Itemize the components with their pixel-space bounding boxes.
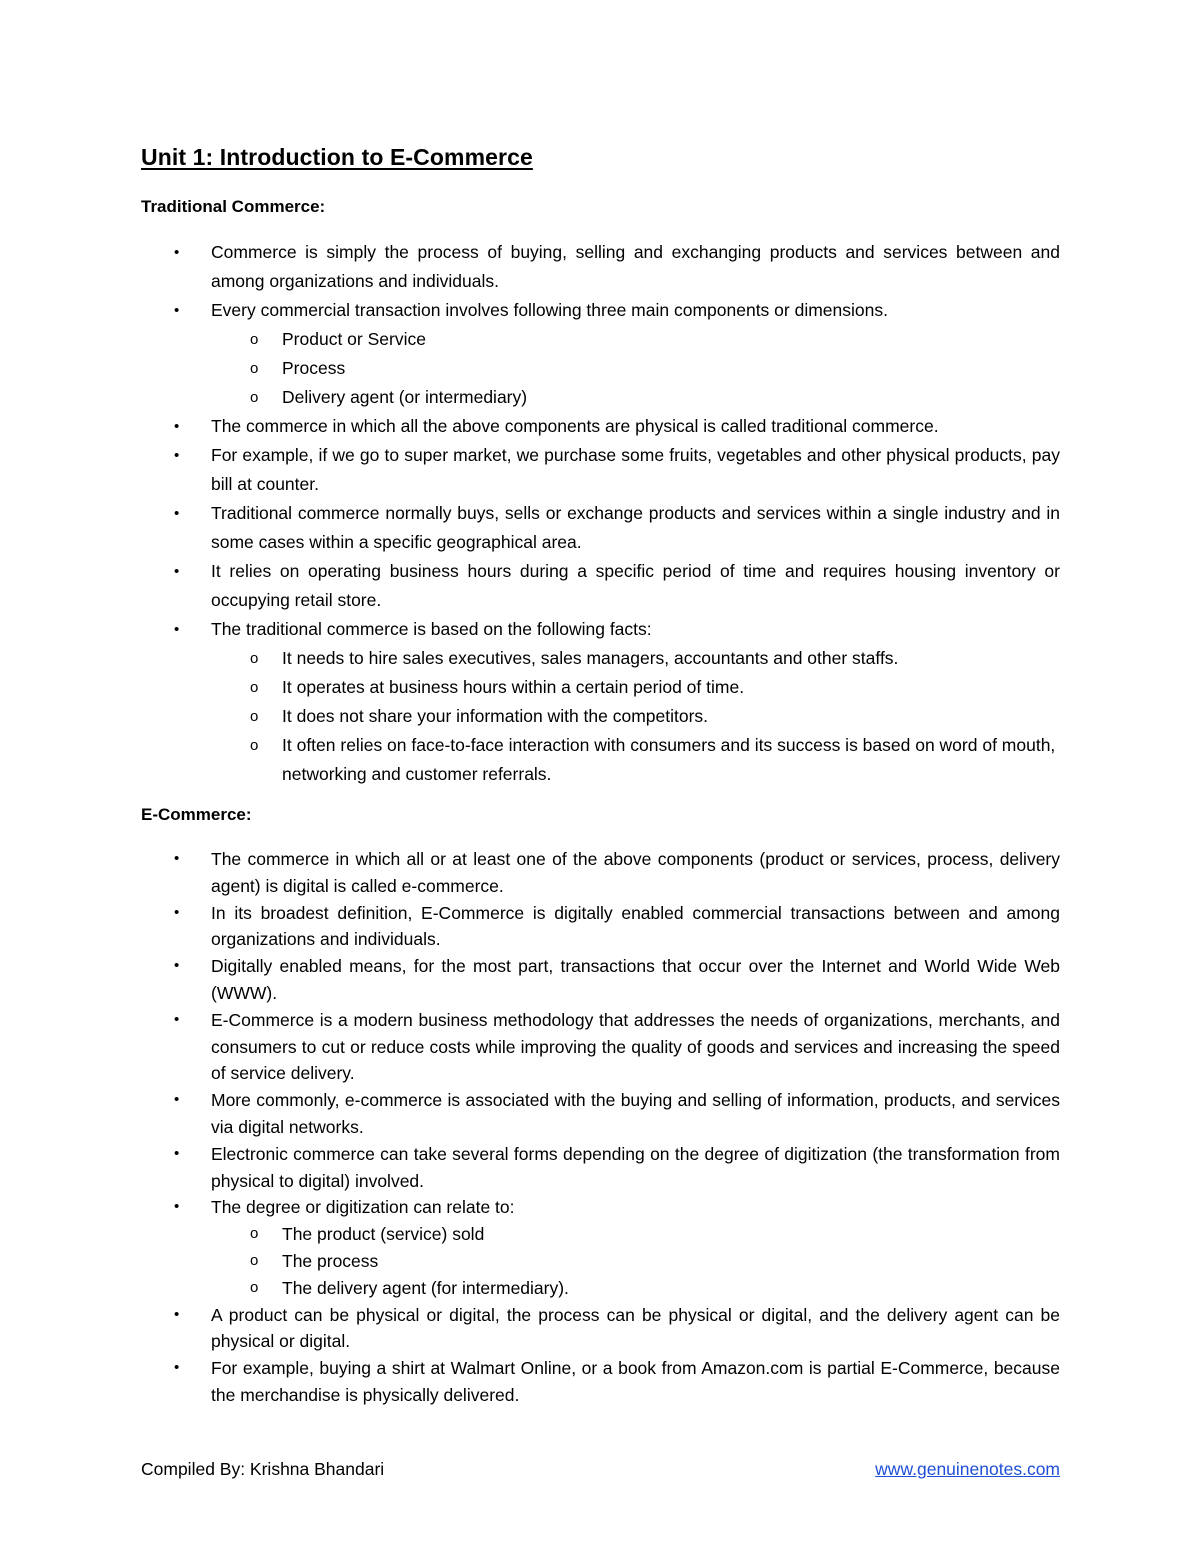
list-item bbox=[141, 1302, 1060, 1356]
sublist-item bbox=[211, 673, 1060, 702]
sublist-item-text: Process bbox=[282, 358, 346, 378]
ecommerce-list bbox=[141, 846, 1060, 1409]
bullet-icon: • bbox=[174, 302, 180, 319]
circle-bullet-icon: o bbox=[250, 331, 259, 348]
circle-bullet-icon: o bbox=[250, 708, 259, 725]
list-item-text: A product can be physical or digital, the process can be physical or digital, and the delivery agent can be physical or digital. bbox=[211, 1304, 1060, 1352]
list-item bbox=[141, 953, 1060, 1007]
circle-bullet-icon: o bbox=[250, 1278, 259, 1296]
list-item-text: The traditional commerce is based on the following facts: bbox=[211, 619, 652, 639]
list-item bbox=[141, 1087, 1060, 1141]
bullet-icon: • bbox=[174, 563, 180, 580]
list-item-text: The commerce in which all the above components are physical is called traditional commerce. bbox=[211, 416, 939, 436]
list-item-text: For example, buying a shirt at Walmart Online, or a book from Amazon.com is partial E-Commerce, because the merchandise is physically delivered. bbox=[211, 1358, 1060, 1405]
sublist-item-text: The product (service) sold bbox=[282, 1224, 485, 1245]
facts-sublist bbox=[211, 644, 1060, 789]
list-item bbox=[141, 557, 1060, 615]
list-item-text: The degree or digitization can relate to: bbox=[211, 1197, 515, 1218]
section-heading-traditional: Traditional Commerce: bbox=[141, 197, 326, 216]
list-item-text: Electronic commerce can take several forms depending on the degree of digitization (the transformation from physical to digital) involved. bbox=[211, 1143, 1060, 1191]
bullet-icon: • bbox=[174, 1144, 180, 1162]
circle-bullet-icon: o bbox=[250, 650, 259, 667]
list-item-text: Every commercial transaction involves following three main components or dimensions. bbox=[211, 300, 888, 320]
bullet-icon: • bbox=[174, 621, 180, 638]
list-item bbox=[141, 412, 1060, 441]
sublist-item bbox=[211, 325, 1060, 354]
sublist-item-text: It operates at business hours within a certain period of time. bbox=[282, 677, 745, 697]
bullet-icon: • bbox=[174, 1010, 180, 1028]
bullet-icon: • bbox=[174, 447, 180, 464]
list-item bbox=[141, 1141, 1060, 1195]
page-footer bbox=[141, 1459, 1060, 1480]
circle-bullet-icon: o bbox=[250, 1251, 259, 1269]
bullet-icon: • bbox=[174, 244, 180, 261]
list-item bbox=[141, 900, 1060, 954]
circle-bullet-icon: o bbox=[250, 679, 259, 696]
bullet-icon: • bbox=[174, 418, 180, 435]
sublist-item bbox=[211, 1248, 1060, 1275]
circle-bullet-icon: o bbox=[250, 360, 259, 377]
sublist-item-text: Product or Service bbox=[282, 329, 426, 349]
sublist-item-text: The process bbox=[282, 1250, 379, 1271]
list-item bbox=[141, 296, 1060, 412]
sublist-item-text: The delivery agent (for intermediary). bbox=[282, 1277, 569, 1298]
list-item-text: The commerce in which all or at least one of the above components (product or services, process, delivery agent) is digital is called e-commerce. bbox=[211, 849, 1060, 896]
list-item bbox=[141, 441, 1060, 499]
list-item bbox=[141, 846, 1060, 900]
circle-bullet-icon: o bbox=[250, 389, 259, 406]
sublist-item-text: It needs to hire sales executives, sales managers, accountants and other staffs. bbox=[282, 648, 899, 668]
bullet-icon: • bbox=[174, 957, 180, 975]
circle-bullet-icon: o bbox=[250, 737, 259, 754]
page-title: Unit 1: Introduction to E-Commerce bbox=[141, 144, 533, 170]
list-item bbox=[141, 1194, 1060, 1301]
sublist-item-text: It does not share your information with the competitors. bbox=[282, 706, 709, 726]
bullet-icon: • bbox=[174, 850, 180, 867]
list-item bbox=[141, 499, 1060, 557]
bullet-icon: • bbox=[174, 903, 180, 921]
traditional-commerce-list bbox=[141, 238, 1060, 789]
digitization-sublist bbox=[211, 1221, 1060, 1301]
bullet-icon: • bbox=[174, 1198, 180, 1216]
list-item-text: Commerce is simply the process of buying, selling and exchanging products and services between and among organizations and individuals. bbox=[211, 242, 1060, 291]
bullet-icon: • bbox=[174, 1305, 180, 1323]
sublist-item bbox=[211, 644, 1060, 673]
list-item-text: More commonly, e-commerce is associated with the buying and selling of information, products, and services via digital networks. bbox=[211, 1090, 1060, 1137]
list-item-text: For example, if we go to super market, we purchase some fruits, vegetables and other physical products, pay bill at counter. bbox=[211, 445, 1060, 494]
sublist-item bbox=[211, 731, 1060, 789]
list-item-text: Digitally enabled means, for the most part, transactions that occur over the Internet and World Wide Web (WWW). bbox=[211, 956, 1060, 1003]
list-item-text: It relies on operating business hours during a specific period of time and requires housing inventory or occupying retail store. bbox=[211, 561, 1060, 610]
sublist-item-text: It often relies on face-to-face interaction with consumers and its success is based on word of mouth, networking and customer referrals. bbox=[282, 735, 1056, 784]
sublist-item bbox=[211, 383, 1060, 412]
circle-bullet-icon: o bbox=[250, 1225, 259, 1243]
footer-compiled-by: Compiled By: Krishna Bhandari bbox=[141, 1459, 385, 1479]
sublist-item-text: Delivery agent (or intermediary) bbox=[282, 387, 528, 407]
list-item bbox=[141, 615, 1060, 789]
list-item-text: E-Commerce is a modern business methodology that addresses the needs of organizations, merchants, and consumers to cut or reduce costs while improving the quality of goods and services and increasing the speed of service delivery. bbox=[211, 1009, 1060, 1084]
sublist-item bbox=[211, 1275, 1060, 1302]
sublist-item bbox=[211, 354, 1060, 383]
list-item bbox=[141, 1007, 1060, 1087]
bullet-icon: • bbox=[174, 1359, 180, 1377]
bullet-icon: • bbox=[174, 505, 180, 522]
sublist-item bbox=[211, 1221, 1060, 1248]
list-item-text: In its broadest definition, E-Commerce is digitally enabled commercial transactions between and among organizations and individuals. bbox=[211, 902, 1060, 950]
bullet-icon: • bbox=[174, 1091, 180, 1109]
footer-website-link[interactable]: www.genuinenotes.com bbox=[875, 1459, 1060, 1479]
list-item-text: Traditional commerce normally buys, sells or exchange products and services within a single industry and in some cases within a specific geographical area. bbox=[211, 503, 1060, 552]
list-item bbox=[141, 1355, 1060, 1409]
components-sublist bbox=[211, 325, 1060, 412]
list-item bbox=[141, 238, 1060, 296]
sublist-item bbox=[211, 702, 1060, 731]
section-heading-ecommerce: E-Commerce: bbox=[141, 805, 252, 824]
